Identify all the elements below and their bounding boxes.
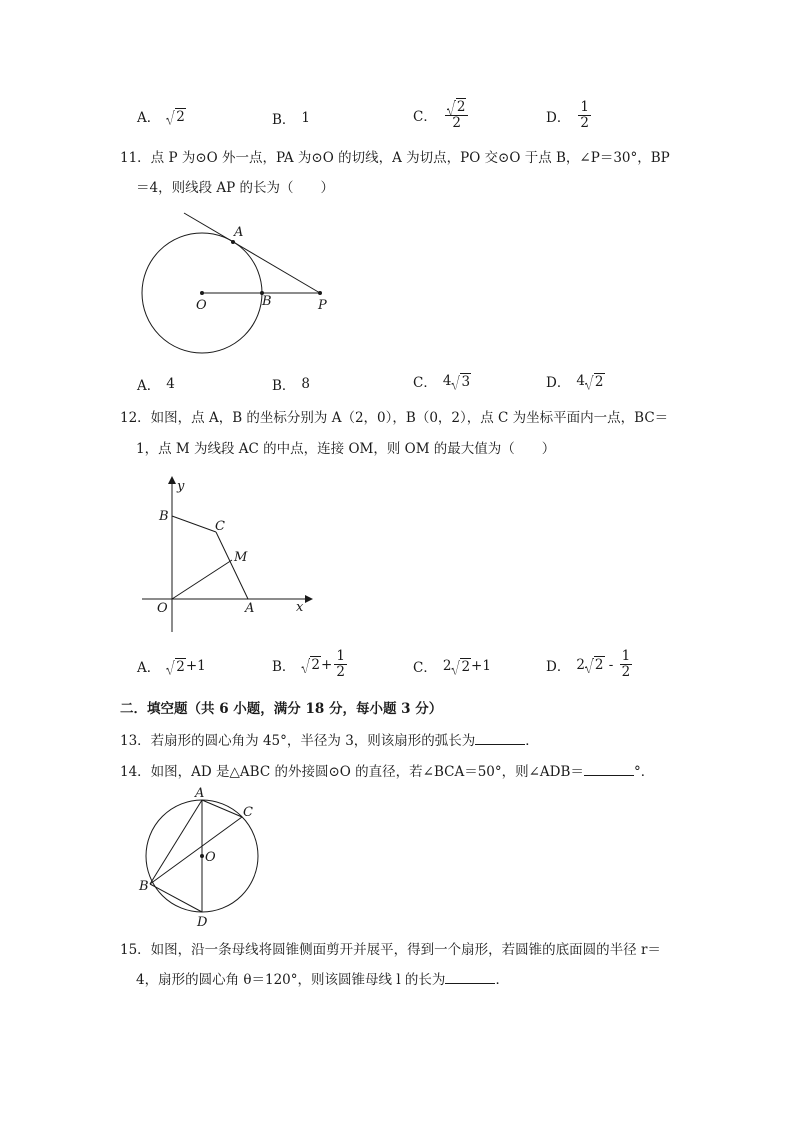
- label-b: B: [139, 879, 149, 894]
- center-point: [200, 854, 204, 858]
- segment-ca: [216, 532, 248, 599]
- q14-figure: [135, 784, 265, 930]
- label-o: O: [157, 601, 168, 616]
- tangent-line: [184, 213, 320, 293]
- q11-option-d: D． 4 2: [546, 373, 604, 391]
- label-b: B: [159, 509, 169, 524]
- q14-text: 14．如图，AD 是△ABC 的外接圆⊙O 的直径，若∠BCA＝50°，则∠ADB＝ °．: [120, 764, 655, 780]
- point-a: [231, 240, 235, 244]
- label-o: O: [196, 298, 207, 313]
- label-a: A: [195, 786, 205, 801]
- point-p: [318, 291, 322, 295]
- q12-text-line2: 1，点 M 为线段 AC 的中点，连接 OM，则 OM 的最大值为（ ）: [136, 441, 556, 457]
- q11-option-b: B． 8: [272, 376, 311, 394]
- label-a: A: [234, 225, 244, 240]
- q12-option-d: D． 2 2 - $\frac{1}{2}$: [546, 648, 631, 680]
- q11-text-line1: 11．点 P 为⊙O 外一点，PA 为⊙O 的切线，A 为切点，PO 交⊙O 于点 B，∠P＝30°，BP: [120, 150, 670, 166]
- answer-blank[interactable]: [445, 971, 495, 984]
- q11-option-c: C． 4 3: [413, 373, 471, 391]
- segment-om: [172, 560, 232, 599]
- q11-text-line2: ＝4，则线段 AP 的长为（ ）: [136, 180, 335, 196]
- y-axis-arrow: [168, 476, 176, 484]
- label-b: B: [262, 294, 272, 309]
- segment-bc: [150, 817, 242, 884]
- segment-bd: [150, 884, 202, 912]
- q11-option-a: A． 4: [137, 376, 175, 394]
- label-y: y: [177, 479, 185, 494]
- q10-option-c: C． $\frac{2}{2}$: [413, 98, 470, 131]
- q12-option-b: B． 2 + $\frac{1}{2}$: [272, 648, 345, 680]
- label-d: D: [197, 915, 208, 930]
- q13-text: 13．若扇形的圆心角为 45°，半径为 3，则该扇形的弧长为 ．: [120, 733, 539, 749]
- q12-figure: [135, 472, 315, 640]
- fraction: $\frac{1}{2}$: [580, 99, 589, 131]
- segment-ab: [150, 800, 202, 884]
- segment-ac: [202, 800, 242, 817]
- section-title: 二．填空题（共 6 小题，满分 18 分，每小题 3 分）: [120, 701, 443, 717]
- q12-option-c: C． 2 2 +1: [413, 658, 491, 676]
- q11-figure: [130, 205, 350, 365]
- segment-bc: [172, 516, 216, 532]
- label-m: M: [234, 550, 248, 565]
- q12-text-line1: 12．如图，点 A，B 的坐标分别为 A（2，0），B（0，2），点 C 为坐标平面内一点，BC＝: [120, 410, 669, 426]
- q15-text-line2: 4，扇形的圆心角 θ＝120°，则该圆锥母线 l 的长为 ．: [136, 972, 509, 988]
- q15-text-line1: 15．如图，沿一条母线将圆锥侧面剪开并展平，得到一个扇形，若圆锥的底面圆的半径 r＝: [120, 942, 661, 958]
- label-p: P: [318, 298, 327, 313]
- answer-blank[interactable]: [584, 763, 634, 776]
- label-a: A: [245, 601, 255, 616]
- q10-option-d: D． $\frac{1}{2}$: [546, 99, 589, 131]
- fraction: $\frac{2}{2}$: [445, 98, 469, 131]
- label-c: C: [215, 519, 225, 534]
- sqrt: 2: [166, 108, 186, 125]
- point-o: [200, 291, 204, 295]
- label-o: O: [205, 850, 216, 865]
- x-axis-arrow: [305, 595, 313, 603]
- label-c: C: [243, 805, 253, 820]
- q10-option-b: B． 1: [272, 110, 311, 128]
- answer-blank[interactable]: [475, 732, 525, 745]
- q10-option-a: A． 2: [137, 108, 185, 126]
- q12-option-a: A． 2 +1: [137, 658, 206, 676]
- label-x: x: [296, 600, 304, 615]
